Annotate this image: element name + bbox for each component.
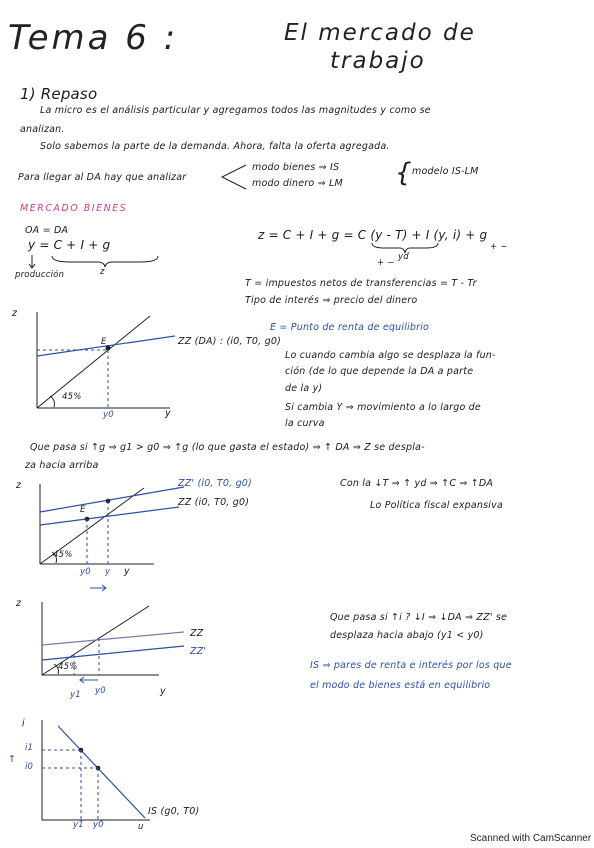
axis-label-z: z <box>16 598 22 609</box>
note-line: ción (de lo que depende la DA a parte <box>285 366 474 377</box>
equation: y = C + I + g <box>28 238 111 252</box>
tick-label: y0 <box>80 567 91 577</box>
signs: + − <box>377 258 395 268</box>
down-arrow <box>27 255 37 269</box>
note-line: Si cambia Y ⇒ movimiento a lo largo de <box>285 402 481 413</box>
angle-label: 45% <box>58 662 78 672</box>
text-line: Solo sabemos la parte de la demanda. Ahora, falta la oferta agregada. <box>40 141 390 152</box>
point-description: E = Punto de renta de equilibrio <box>270 322 430 333</box>
tick-label: i0 <box>25 762 34 772</box>
page-subtitle-line2: trabajo <box>330 48 426 74</box>
curve-label: ZZ <box>190 628 204 639</box>
point-label: E <box>101 337 107 347</box>
curly-brace: { <box>395 158 412 188</box>
note-line: el modo de bienes está en equilibrio <box>310 680 491 691</box>
note-line: IS ⇒ pares de renta e interés por los que <box>310 660 512 671</box>
text-line: Para llegar al DA hay que analizar <box>18 172 187 183</box>
tick-label: y0 <box>95 686 106 696</box>
question-line: za hacia arriba <box>25 460 99 471</box>
text-line: La micro es el análisis particular y agregamos todos las magnitudes y como se <box>40 105 431 116</box>
curve-label: ZZ' (i0, T0, g0) <box>178 478 252 489</box>
note-line: la curva <box>285 418 325 429</box>
label-produccion: producción <box>15 270 65 280</box>
axis-label-i: i <box>22 718 25 729</box>
point-label: E <box>80 505 86 515</box>
z-equation: z = C + I + g = C (y - T) + I (y, i) + g <box>258 228 488 242</box>
axis-label-y: y <box>165 408 171 419</box>
text-line: analizan. <box>20 124 65 135</box>
note-line: Lo cuando cambia algo se desplaza la fun- <box>285 350 496 361</box>
axis-label-y: y <box>124 566 130 577</box>
graph-zz-da <box>10 308 180 418</box>
note-line: de la y) <box>285 383 323 394</box>
signs: + − <box>490 242 508 252</box>
note-line: Con la ↓T ⇒ ↑ yd ⇒ ↑C ⇒ ↑DA <box>340 478 494 489</box>
axis-label-y: u <box>138 822 144 832</box>
curve-label: ZZ (i0, T0, g0) <box>178 497 250 508</box>
note-line: Lo Política fiscal expansiva <box>370 500 503 511</box>
page-title: Tema 6 : <box>8 18 179 58</box>
note-line: Que pasa si ↑i ? ↓I ⇒ ↓DA ⇒ ZZ' se <box>330 612 508 623</box>
page-subtitle-line1: El mercado de <box>284 20 476 46</box>
text-line: modo dinero ⇒ LM <box>252 178 343 189</box>
curve-label: ZZ (DA) : (i0, T0, g0) <box>178 336 281 347</box>
text-line: modo bienes ⇒ IS <box>252 162 340 173</box>
underbrace <box>50 254 160 268</box>
tick-label: y0 <box>93 820 104 830</box>
axis-label-y: y <box>160 686 166 697</box>
label-z: z <box>100 267 105 277</box>
question-line: Que pasa si ↑g ⇒ g1 > g0 ⇒ ↑g (lo que gasta el estado) ⇒ ↑ DA ⇒ Z se despla- <box>30 442 425 453</box>
equation: OA = DA <box>25 225 69 236</box>
text-line: modelo IS-LM <box>412 166 479 177</box>
tick-label: y0 <box>103 410 114 420</box>
text-line: Tipo de interés ⇒ precio del dinero <box>245 295 418 306</box>
section-heading: 1) Repaso <box>20 85 98 103</box>
graph-zz-shift-up <box>14 482 194 582</box>
tick-label: y1 <box>70 690 81 700</box>
branch-bracket <box>218 162 248 192</box>
tick-label: i1 <box>25 743 34 753</box>
text-line: T = impuestos netos de transferencias = T - Tr <box>245 278 477 289</box>
tick-label: y <box>105 567 111 577</box>
axis-label-z: z <box>12 308 18 319</box>
section-heading-pink: MERCADO BIENES <box>20 203 128 214</box>
curve-label: IS (g0, T0) <box>148 806 200 817</box>
note-line: desplaza hacia abajo (y1 < y0) <box>330 630 484 641</box>
angle-label: 45% <box>62 392 82 402</box>
up-arrow: ↑ <box>8 754 17 765</box>
scanner-watermark: Scanned with CamScanner <box>470 833 592 844</box>
curve-label: ZZ' <box>190 646 207 657</box>
graph-zz-shift-down <box>14 600 194 700</box>
tick-label: y1 <box>73 820 84 830</box>
angle-label: 45% <box>53 550 73 560</box>
axis-label-z: z <box>16 480 22 491</box>
label-yd: yd <box>398 252 409 262</box>
